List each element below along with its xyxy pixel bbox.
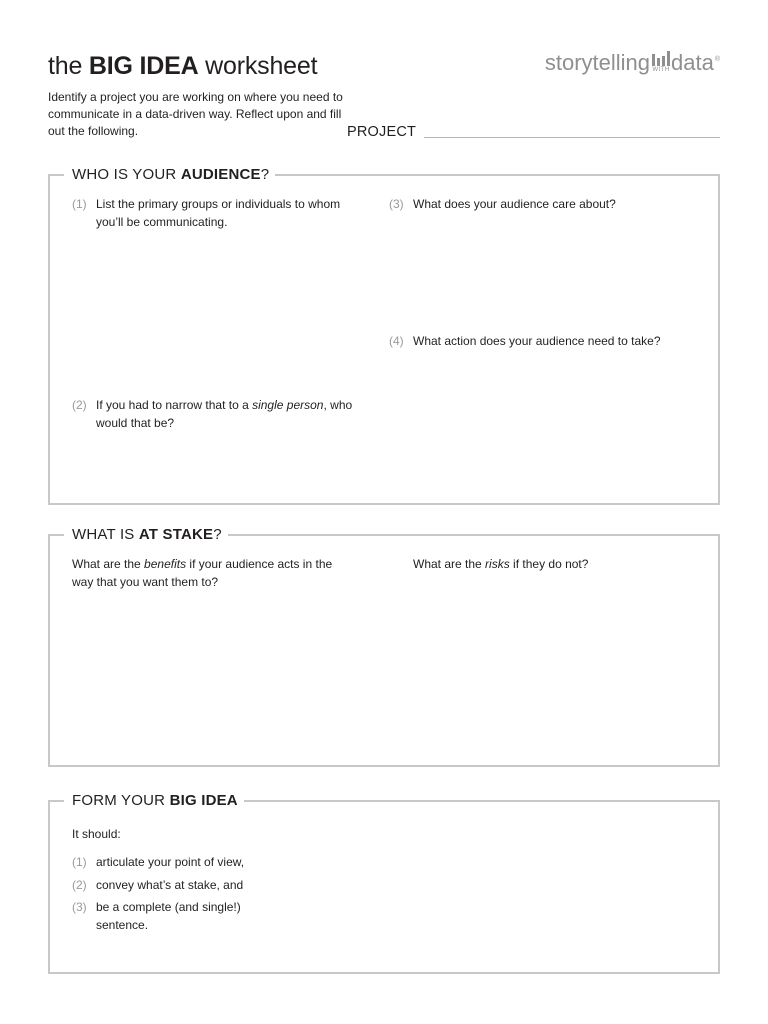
big-idea-intro: It should: — [72, 827, 121, 841]
item-number: (2) — [72, 878, 87, 892]
benefits-post: if your audience acts in the way that you want them to? — [72, 557, 333, 589]
list-item — [72, 877, 372, 895]
question-2 — [72, 397, 372, 432]
title-bold: BIG IDEA — [88, 52, 199, 80]
big-idea-heading-pre: FORM YOUR — [72, 792, 170, 809]
stake-heading-post: ? — [213, 526, 222, 543]
question-number: (4) — [389, 334, 404, 348]
benefits-pre: What are the — [72, 557, 145, 571]
item-number: (3) — [72, 900, 87, 914]
project-field[interactable] — [347, 124, 720, 140]
audience-heading — [64, 165, 275, 185]
question-text-pre: If you had to narrow that to a — [96, 398, 253, 412]
item-number: (1) — [72, 855, 87, 869]
question-text-post: , who would that be? — [96, 398, 353, 430]
question-text — [72, 397, 372, 432]
logo-text-right: data — [671, 50, 714, 75]
project-label: PROJECT — [347, 124, 417, 140]
question-4 — [389, 333, 709, 351]
big-idea-heading-bold: BIG IDEA — [169, 792, 238, 809]
page-title — [48, 52, 317, 81]
stake-section — [48, 526, 720, 767]
title-post: worksheet — [198, 52, 318, 80]
question-text: What does your audience care about? — [413, 197, 616, 211]
risks-em: risks — [485, 557, 510, 571]
question-number: (1) — [72, 197, 87, 211]
stake-heading — [64, 525, 228, 545]
logo-with: WITH — [652, 67, 670, 73]
question-text-em: single person — [252, 398, 324, 412]
big-idea-heading — [64, 791, 244, 811]
benefits-em: benefits — [144, 557, 187, 571]
stake-heading-bold: AT STAKE — [138, 526, 214, 543]
list-item — [72, 899, 272, 934]
risks-post: if they do not? — [509, 557, 589, 571]
logo-text-left: storytelling — [544, 50, 650, 75]
item-text: be a complete (and single!) sentence. — [96, 900, 241, 932]
question-3 — [389, 196, 709, 214]
title-pre: the — [48, 52, 89, 80]
risks-question — [413, 556, 703, 574]
question-text: List the primary groups or individuals to whom you’ll be communicating. — [96, 197, 341, 229]
audience-heading-post: ? — [260, 166, 270, 183]
stake-heading-pre: WHAT IS — [72, 526, 139, 543]
intro-text: Identify a project you are working on where you need to communicate in a data-driven way. Reflect upon and fill out the following. — [48, 90, 343, 138]
risks-pre: What are the — [413, 557, 486, 571]
bar-chart-icon — [652, 51, 670, 73]
registered-mark: ® — [714, 56, 720, 63]
audience-heading-pre: WHO IS YOUR — [72, 166, 181, 183]
big-idea-section — [48, 792, 720, 974]
list-item — [72, 854, 372, 872]
audience-section — [48, 166, 720, 505]
item-text: convey what’s at stake, and — [96, 878, 244, 892]
audience-heading-bold: AUDIENCE — [180, 166, 261, 183]
project-input-line[interactable] — [424, 137, 720, 138]
question-1 — [72, 196, 362, 231]
bar-chart-glyph — [652, 51, 670, 66]
question-number: (3) — [389, 197, 404, 211]
benefits-question — [72, 556, 342, 591]
question-text: What action does your audience need to take? — [413, 334, 661, 348]
question-number: (2) — [72, 398, 87, 412]
item-text: articulate your point of view, — [96, 855, 245, 869]
brand-logo — [545, 50, 720, 76]
